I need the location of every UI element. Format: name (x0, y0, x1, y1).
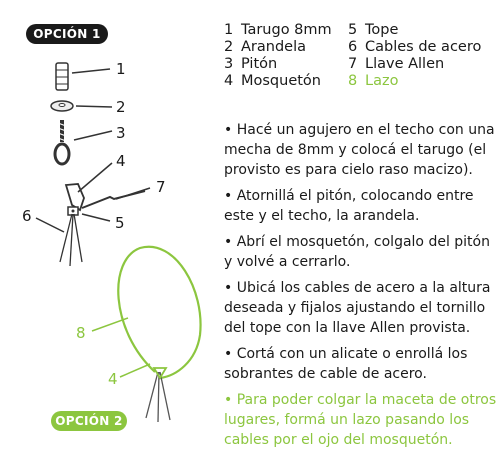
part-item: 3 Pitón (224, 56, 278, 72)
instruction-step: • Atornillá el pitón, colocando entre este y el techo, la arandela. (224, 188, 474, 224)
loop-illustration (118, 247, 200, 422)
stopper-illustration (68, 207, 78, 215)
callout-1: 1 (116, 60, 126, 78)
steel-cables-illustration (60, 214, 82, 266)
option-1-badge: OPCIÓN 1 (26, 24, 108, 44)
leader-line (78, 163, 112, 192)
eye-screw-illustration (55, 120, 69, 164)
leader-line (74, 131, 112, 140)
carabiner-illustration (66, 184, 84, 210)
instruction-step-loop: • Para poder colgar la maceta de otros lugares, formá un lazo pasando los cables por el ojo del mosquetón. (224, 392, 497, 448)
instruction-step: • Abrí el mosquetón, colgalo del pitón y volvé a cerrarlo. (224, 234, 490, 270)
washer-illustration (51, 101, 73, 111)
option-2-badge: OPCIÓN 2 (51, 411, 127, 431)
instruction-step: • Hacé un agujero en el techo con una mecha de 8mm y colocá el tarugo (el provisto es para cielo raso macizo). (224, 122, 495, 178)
instructions-list (224, 120, 498, 456)
callout-3: 3 (116, 124, 126, 142)
instruction-step: • Ubicá los cables de acero a la altura deseada y fijalos ajustando el tornillo del tope con la llave Allen provista. (224, 280, 491, 336)
leader-line (76, 106, 112, 107)
instruction-step: • Cortá con un alicate o enrollá los sobrantes de cable de acero. (224, 346, 468, 382)
callout-4: 4 (116, 152, 126, 170)
part-item: 1 Tarugo 8mm (224, 22, 332, 38)
callout-4-option-2: 4 (108, 370, 118, 388)
leader-line (120, 364, 150, 377)
callout-7: 7 (156, 178, 166, 196)
leader-line (92, 318, 128, 331)
part-item: 6 Cables de acero (348, 39, 482, 55)
callout-6: 6 (22, 207, 32, 225)
callout-8: 8 (76, 324, 86, 342)
part-item: 4 Mosquetón (224, 73, 321, 89)
allen-key-illustration (82, 191, 145, 208)
leader-line (72, 69, 110, 73)
callout-5: 5 (115, 214, 125, 232)
leader-line (116, 188, 150, 199)
part-item: 7 Llave Allen (348, 56, 445, 72)
leader-line (36, 218, 64, 232)
parts-list (224, 22, 494, 89)
part-item: 5 Tope (348, 22, 399, 38)
wall-plug-illustration (56, 63, 68, 90)
callout-2: 2 (116, 98, 126, 116)
part-item-loop: 8 Lazo (348, 73, 399, 89)
leader-line (82, 214, 110, 221)
part-item: 2 Arandela (224, 39, 306, 55)
